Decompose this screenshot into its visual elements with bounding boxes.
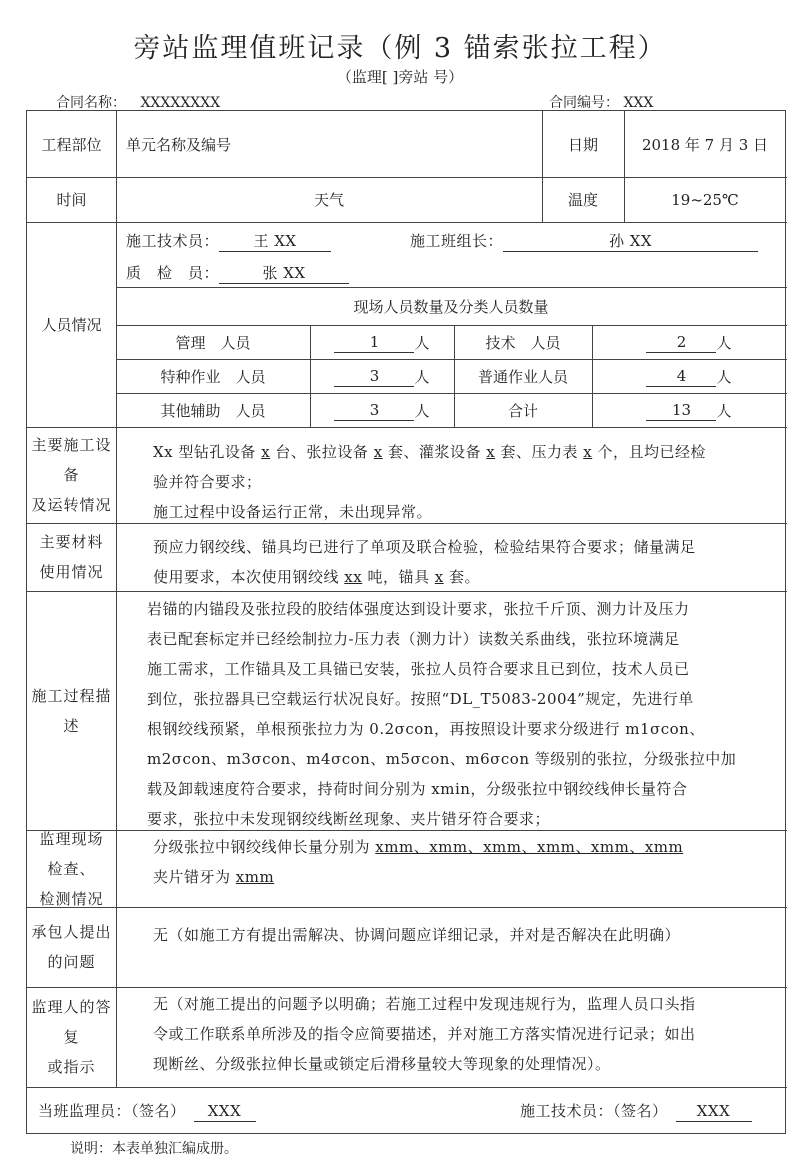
part-label: 工程部位 [41, 135, 102, 154]
equipment-qty-gauge: x [583, 443, 593, 461]
management-value: 1 [334, 332, 414, 353]
tech-person-value: 王 XX [219, 231, 331, 252]
process-content [147, 594, 783, 834]
team-leader [410, 226, 758, 256]
general-ops-label: 普通作业人员 [477, 367, 568, 386]
team-leader-label: 施工班组长： [410, 232, 504, 250]
duty-supervisor-signature [38, 1096, 256, 1126]
tech-staff-unit: 人 [716, 333, 732, 352]
contractor-issues-label-line2: 的问题 [47, 953, 96, 971]
equipment-qty-grout: x [486, 443, 496, 461]
temperature-label: 温度 [567, 191, 598, 209]
time-label: 时间 [56, 191, 87, 209]
inspection-line2: 夹片错牙为 xmm [153, 868, 275, 886]
contract-number-value: XXX [623, 95, 654, 111]
tech-signature-value: XXX [676, 1101, 752, 1122]
contract-name-label: 合同名称： [56, 95, 126, 111]
auxiliary-value: 3 [334, 400, 414, 421]
process-line: 载及卸载速度符合要求，持荷时间分别为 xmin，分级张拉中钢绞线伸长量符合 [147, 780, 688, 798]
equipment-qty-drill: x [261, 443, 271, 461]
equipment-line2: 验并符合要求； [153, 473, 262, 491]
tech-person [126, 226, 331, 256]
materials-label-line1: 主要材料 [39, 533, 104, 551]
inspection-label-line1: 监理现场 [39, 829, 104, 848]
inspection-line1: 分级张拉中钢绞线伸长量分别为 xmm、xmm、xmm、xmm、xmm、xmm [153, 838, 684, 856]
materials-strand-tons: xx [344, 568, 363, 586]
quality-inspector-label: 质 检 员： [126, 264, 220, 282]
special-ops-unit: 人 [414, 367, 430, 386]
process-line: 到位，张拉器具已空载运行状况良好。按照“DL_T5083-2004”规定，先进行单 [147, 690, 694, 708]
contractor-issues-label-line1: 承包人提出 [31, 923, 112, 941]
tech-person-signature [520, 1096, 752, 1126]
auxiliary-unit: 人 [414, 401, 430, 420]
general-ops-count [592, 359, 786, 393]
equipment-qty-tension: x [373, 443, 383, 461]
page-title: 旁站监理值班记录（例 3 锚索张拉工程） [133, 33, 667, 64]
materials-line1: 预应力钢绞线、锚具均已进行了单项及联合检验，检验结果符合要求；储量满足 [153, 538, 696, 556]
materials-content [153, 532, 773, 592]
tech-staff-value: 2 [646, 332, 716, 353]
quality-inspector-value: 张 XX [219, 263, 349, 284]
supervisor-reply-label-line1: 监理人的答 [31, 998, 112, 1016]
materials-label [27, 523, 116, 591]
auxiliary-label: 其他辅助 人员 [160, 401, 266, 420]
special-ops-value: 3 [334, 366, 414, 387]
equipment-line3: 施工过程中设备运行正常，未出现异常。 [153, 503, 433, 521]
management-count [310, 325, 454, 359]
equipment-content [153, 437, 773, 527]
process-label-line1: 施工过程描 [31, 686, 112, 705]
quality-inspector [126, 258, 349, 288]
tech-staff-label: 技术 人员 [485, 333, 561, 352]
contractor-issues-label [27, 907, 116, 987]
personnel-section-title: 现场人员数量及分类人员数量 [353, 297, 549, 316]
total-count [592, 393, 786, 427]
process-line: 施工需求，工作锚具及工具锚已安装，张拉人员符合要求且已到位，技术人员已 [147, 660, 690, 678]
auxiliary-count [310, 393, 454, 427]
total-unit: 人 [716, 401, 732, 420]
footnote: 说明：本表单独汇编成册。 [70, 1141, 238, 1157]
process-line: m2σcon、m3σcon、m4σcon、m5σcon、m6σcon 等级别的张拉，分级张拉中加 [147, 750, 737, 768]
date-value: 2018 年 7 月 3 日 [641, 135, 769, 154]
supervisor-reply-line: 无（对施工提出的问题予以明确；若施工过程中发现违规行为，监理人员口头指 [153, 995, 696, 1013]
inspection-content [153, 832, 773, 892]
unit-label: 单元名称及编号 [126, 135, 232, 154]
process-label-line2: 述 [63, 716, 80, 735]
supervisor-reply-label-line2: 复 [63, 1028, 80, 1046]
inspection-label [27, 830, 116, 907]
contract-name-value: XXXXXXXX [140, 95, 221, 111]
tech-signature-label: 施工技术员：（签名） [520, 1102, 668, 1120]
supervisor-reply-line: 令或工作联系单所涉及的指令应简要描述，并对施工方落实情况进行记录；如出 [153, 1025, 696, 1043]
team-leader-value: 孙 XX [503, 231, 758, 252]
materials-line2: 使用要求，本次使用钢绞线 xx 吨，锚具 x 套。 [153, 568, 480, 586]
management-unit: 人 [414, 333, 430, 352]
process-line: 表已配套标定并已经绘制拉力-压力表（测力计）读数关系曲线，张拉环境满足 [147, 630, 680, 648]
equipment-label [27, 427, 116, 523]
process-label [27, 591, 116, 830]
weather-label: 天气 [313, 191, 344, 209]
equipment-label-line3: 及运转情况 [31, 496, 112, 514]
tech-person-label: 施工技术员： [126, 232, 220, 250]
inspection-elongation-values: xmm、xmm、xmm、xmm、xmm、xmm [375, 838, 684, 856]
process-line: 要求，张拉中未发现钢绞线断丝现象、夹片错牙符合要求； [147, 810, 551, 828]
contractor-issues-content: 无（如施工方有提出需解决、协调问题应详细记录，并对是否解决在此明确） [153, 926, 681, 944]
supervisor-reply-label [27, 987, 116, 1087]
management-label: 管理 人员 [175, 333, 251, 352]
materials-label-line2: 使用情况 [39, 563, 104, 581]
total-label: 合计 [507, 401, 538, 420]
equipment-label-line1: 主要施工设 [31, 436, 112, 454]
special-ops-count [310, 359, 454, 393]
page-subtitle: （监理[ ]旁站 号） [336, 68, 464, 86]
temperature-value: 19~25℃ [671, 190, 739, 209]
tech-staff-count [592, 325, 786, 359]
contract-name [56, 92, 220, 112]
supervisor-reply-content [153, 989, 783, 1079]
special-ops-label: 特种作业 人员 [160, 367, 266, 386]
supervisor-reply-label-line3: 或指示 [47, 1058, 96, 1076]
materials-anchor-sets: x [434, 568, 444, 586]
duty-supervisor-label: 当班监理员：（签名） [38, 1102, 186, 1120]
process-line: 岩锚的内锚段及张拉段的胶结体强度达到设计要求，张拉千斤顶、测力计及压力 [147, 600, 690, 618]
duty-supervisor-value: XXX [194, 1101, 256, 1122]
contract-number [549, 92, 653, 112]
general-ops-value: 4 [646, 366, 716, 387]
inspection-label-line3: 检测情况 [39, 889, 104, 908]
general-ops-unit: 人 [716, 367, 732, 386]
total-value: 13 [646, 400, 716, 421]
personnel-label: 人员情况 [41, 316, 102, 334]
date-label: 日期 [567, 135, 598, 154]
equipment-label-line2: 备 [63, 466, 80, 484]
contract-number-label: 合同编号： [549, 95, 619, 111]
inspection-label-line2: 检查、 [47, 859, 96, 878]
supervisor-reply-line: 现断丝、分级张拉伸长量或锁定后滑移量较大等现象的处理情况）。 [153, 1055, 611, 1073]
equipment-line1: Xx 型钻孔设备 x 台、张拉设备 x 套、灌浆设备 x 套、压力表 x 个，且均已经检 [153, 443, 706, 461]
inspection-clip-offset: xmm [235, 868, 275, 886]
process-line: 根钢绞线预紧，单根预张拉力为 0.2σcon，再按照设计要求分级进行 m1σcon、 [147, 720, 705, 738]
